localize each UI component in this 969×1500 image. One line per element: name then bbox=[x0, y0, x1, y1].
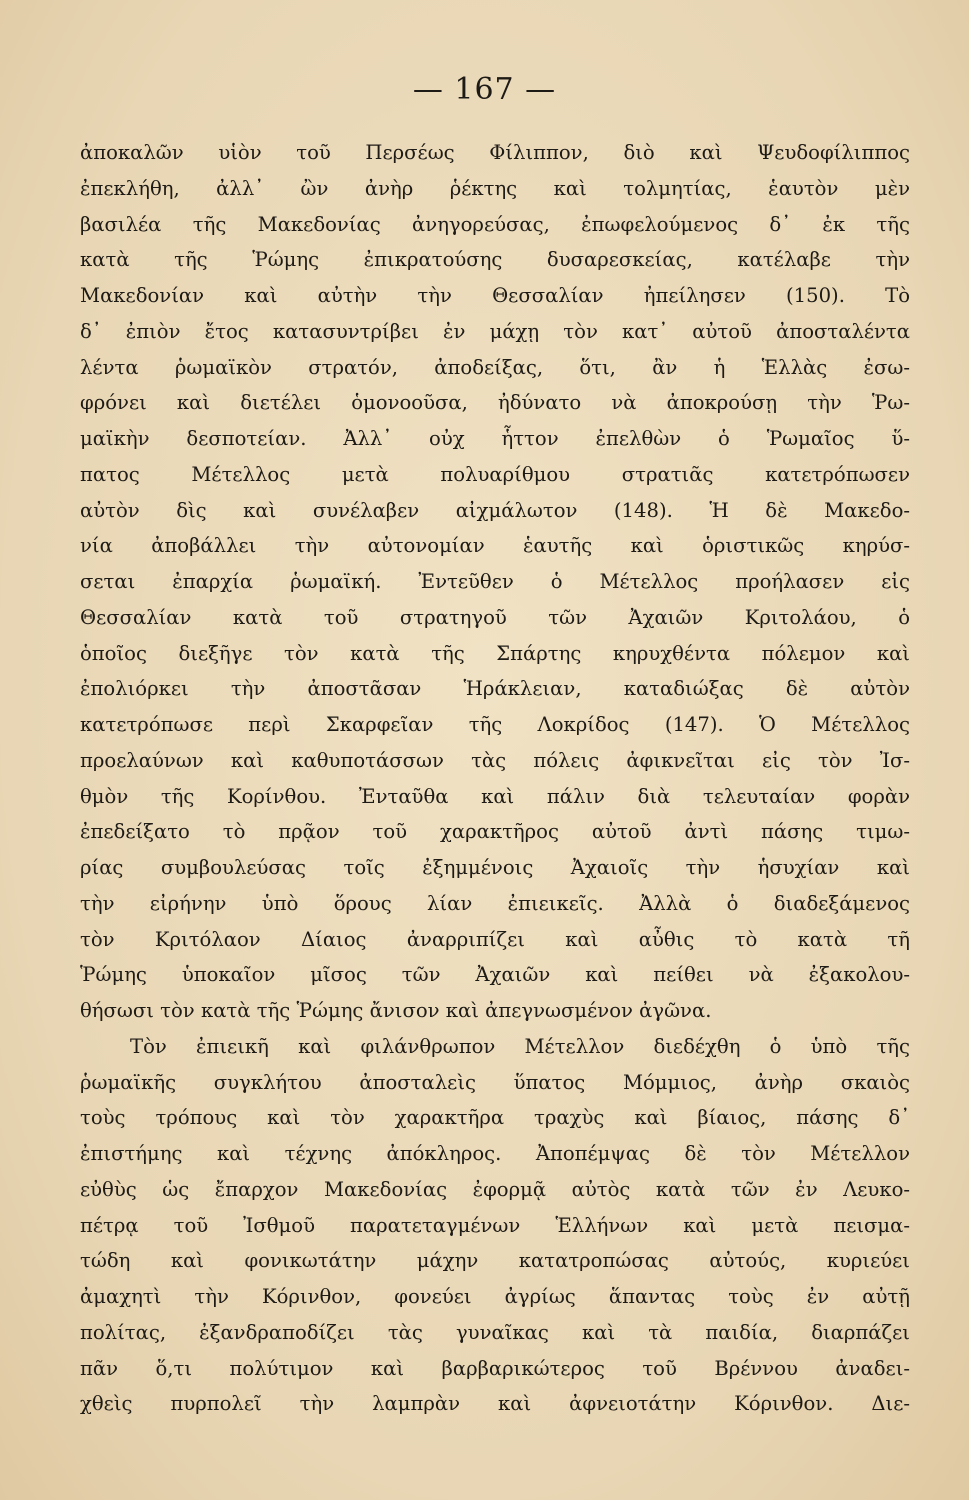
text-line: σεται ἐπαρχία ῥωμαϊκή. Ἐντεῦθεν ὁ Μέτελλος προήλασεν εἰς bbox=[80, 570, 910, 593]
text-line: ρίας συμβουλεύσας τοῖς ἐξημμένοις Ἀχαιοῖς τὴν ἡσυχίαν καὶ bbox=[80, 856, 910, 879]
text-line: φρόνει καὶ διετέλει ὁμονοοῦσα, ἠδύνατο νὰ ἀποκρούσῃ τὴν Ῥω- bbox=[80, 391, 910, 415]
text-line: Τὸν ἐπιεικῆ καὶ φιλάνθρωπον Μέτελλον διεδέχθη ὁ ὑπὸ τῆς bbox=[130, 1034, 910, 1058]
text-line: τὸν Κριτόλαον Δίαιος ἀναρριπίζει καὶ αὖθις τὸ κατὰ τῆ bbox=[80, 927, 910, 951]
text-line: ἀποκαλῶν υἱὸν τοῦ Περσέως Φίλιππον, διὸ καὶ Ψευδοφίλιππος bbox=[80, 141, 910, 164]
text-line: ὁποῖος διεξῆγε τὸν κατὰ τῆς Σπάρτης κηρυχθέντα πόλεμον καὶ bbox=[80, 641, 910, 665]
text-line: πατος Μέτελλος μετὰ πολυαρίθμου στρατιᾶς κατετρόπωσεν bbox=[80, 462, 910, 486]
text-line: ἐπιστήμης καὶ τέχνης ἀπόκληρος. Ἀποπέμψας δὲ τὸν Μέτελλον bbox=[80, 1142, 910, 1165]
text-line: Μακεδονίαν καὶ αὐτὴν τὴν Θεσσαλίαν ἠπείλησεν (150). Τὸ bbox=[80, 284, 910, 307]
text-line: θμὸν τῆς Κορίνθου. Ἐνταῦθα καὶ πάλιν διὰ τελευταίαν φορὰν bbox=[80, 784, 910, 808]
text-line: ἀμαχητὶ τὴν Κόρινθον, φονεύει ἀγρίως ἅπαντας τοὺς ἐν αὐτῇ bbox=[80, 1285, 910, 1308]
text-line: χθεὶς πυρπολεῖ τὴν λαμπρὰν καὶ ἀφνειοτάτην Κόρινθον. Διε- bbox=[80, 1392, 910, 1416]
text-line: κατὰ τῆς Ῥώμης ἐπικρατούσης δυσαρεσκείας, κατέλαβε τὴν bbox=[80, 248, 910, 272]
text-line: εὐθὺς ὡς ἔπαρχον Μακεδονίας ἐφορμᾷ αὐτὸς κατὰ τῶν ἐν Λευκο- bbox=[80, 1177, 910, 1201]
text-line: νία ἀποβάλλει τὴν αὐτονομίαν ἑαυτῆς καὶ ὁριστικῶς κηρύσ- bbox=[80, 534, 910, 558]
text-line: πέτρᾳ τοῦ Ἰσθμοῦ παρατεταγμένων Ἑλλήνων καὶ μετὰ πεισμα- bbox=[80, 1213, 910, 1237]
text-line: τὴν εἰρήνην ὑπὸ ὅρους λίαν ἐπιεικεῖς. Ἀλλὰ ὁ διαδεξάμενος bbox=[80, 891, 910, 915]
text-line: τώδη καὶ φονικωτάτην μάχην κατατροπώσας αὐτούς, κυριεύει bbox=[80, 1249, 910, 1273]
text-line: τοὺς τρόπους καὶ τὸν χαρακτῆρα τραχὺς καὶ βίαιος, πάσης δ᾽ bbox=[80, 1106, 910, 1130]
text-line: θήσωσι τὸν κατὰ τῆς Ῥώμης ἄνισον καὶ ἀπεγνωσμένον ἀγῶνα. bbox=[80, 999, 712, 1022]
text-line: ἐπολιόρκει τὴν ἀποστᾶσαν Ἡράκλειαν, καταδιώξας δὲ αὐτὸν bbox=[80, 677, 910, 701]
text-line: κατετρόπωσε περὶ Σκαρφεῖαν τῆς Λοκρίδος (147). Ὁ Μέτελλος bbox=[80, 713, 910, 736]
text-line: λέντα ῥωμαϊκὸν στρατόν, ἀποδείξας, ὅτι, ἂν ἡ Ἑλλὰς ἐσω- bbox=[80, 355, 910, 379]
text-line: πολίτας, ἐξανδραποδίζει τὰς γυναῖκας καὶ τὰ παιδία, διαρπάζει bbox=[80, 1320, 910, 1344]
text-line: πᾶν ὅ,τι πολύτιμον καὶ βαρβαρικώτερος τοῦ Βρέννου ἀναδει- bbox=[80, 1356, 910, 1380]
text-line: αὐτὸν δὶς καὶ συνέλαβεν αἰχμάλωτον (148). Ἡ δὲ Μακεδο- bbox=[80, 498, 910, 522]
text-line: ῥωμαϊκῆς συγκλήτου ἀποσταλεὶς ὕπατος Μόμμιος, ἀνὴρ σκαιὸς bbox=[80, 1070, 910, 1094]
text-line: ἐπεκλήθη, ἀλλ᾽ ὢν ἀνὴρ ῥέκτης καὶ τολμητίας, ἑαυτὸν μὲν bbox=[80, 176, 910, 200]
text-line: προελαύνων καὶ καθυποτάσσων τὰς πόλεις ἀφικνεῖται εἰς τὸν Ἰσ- bbox=[80, 748, 910, 772]
text-line: βασιλέα τῆς Μακεδονίας ἀνηγορεύσας, ἐπωφελούμενος δ᾽ ἐκ τῆς bbox=[80, 212, 910, 236]
page-number: — 167 — bbox=[412, 72, 557, 107]
body-text bbox=[80, 135, 910, 1422]
text-line: δ᾽ ἐπιὸν ἔτος κατασυντρίβει ἐν μάχῃ τὸν κατ᾽ αὐτοῦ ἀποσταλέντα bbox=[80, 319, 910, 343]
text-line: μαϊκὴν δεσποτείαν. Ἀλλ᾽ οὐχ ἧττον ἐπελθὼν ὁ Ῥωμαῖος ὕ- bbox=[80, 427, 910, 450]
text-line: Ῥώμης ὑποκαῖον μῖσος τῶν Ἀχαιῶν καὶ πείθει νὰ ἐξακολου- bbox=[80, 963, 910, 987]
text-line: Θεσσαλίαν κατὰ τοῦ στρατηγοῦ τῶν Ἀχαιῶν Κριτολάου, ὁ bbox=[80, 605, 910, 629]
text-line: ἐπεδείξατο τὸ πρᾷον τοῦ χαρακτῆρος αὐτοῦ ἀντὶ πάσης τιμω- bbox=[80, 820, 910, 844]
